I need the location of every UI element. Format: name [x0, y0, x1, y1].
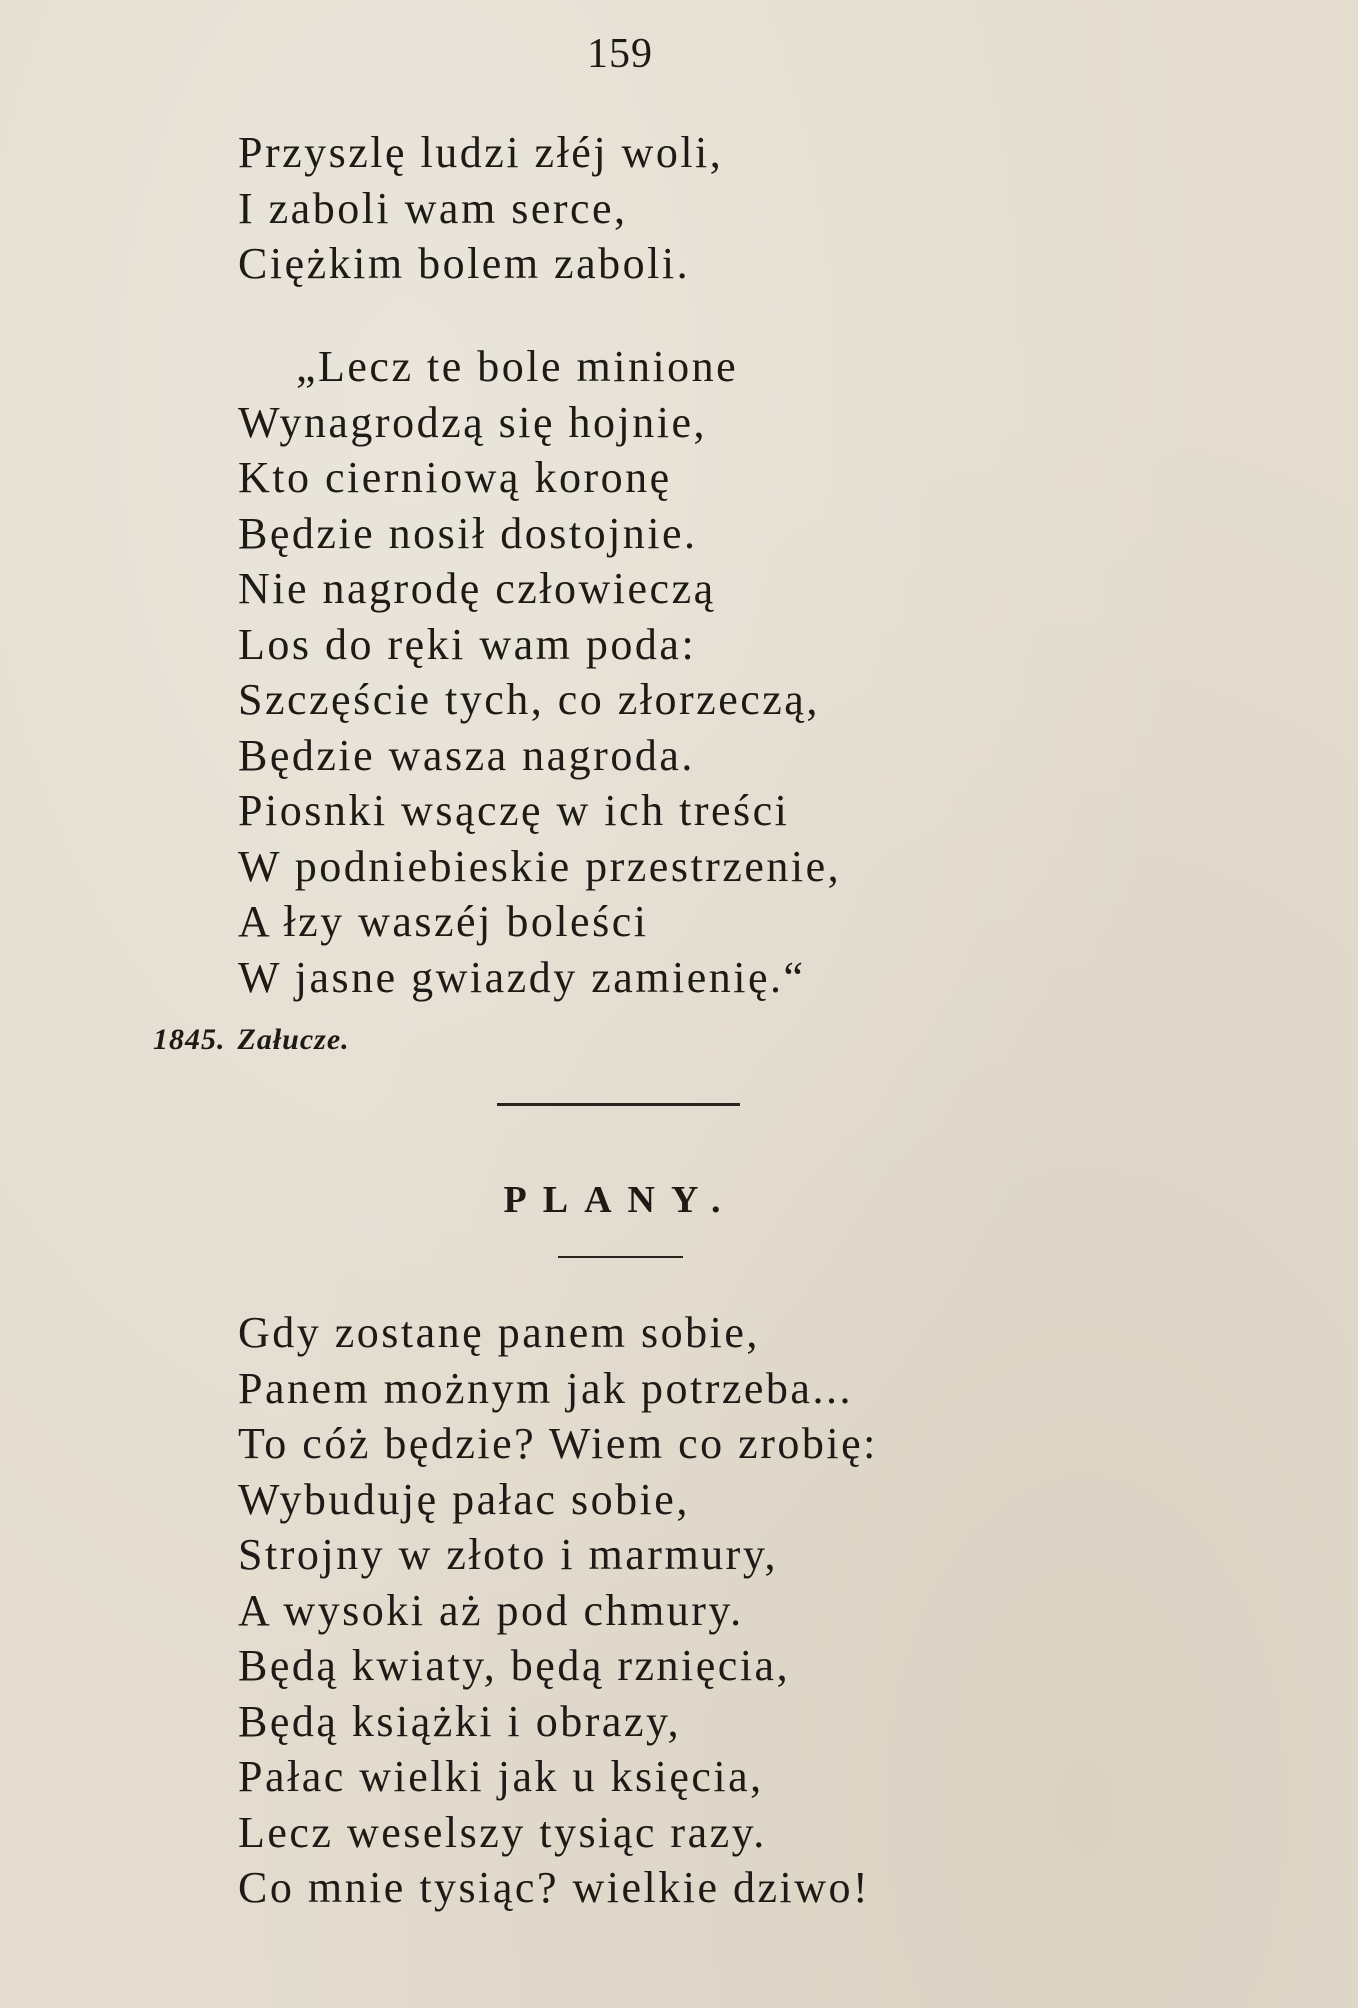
verse-line: Piosnki wsączę w ich treści [238, 786, 790, 835]
dateline-year: 1845. [153, 1023, 226, 1056]
verse-line: Nie nagrodę człowieczą [238, 564, 716, 613]
section-divider [497, 1103, 740, 1106]
verse-line: Lecz weselszy tysiąc razy. [238, 1807, 767, 1857]
verse-line: Będzie nosił dostojnie. [238, 508, 698, 558]
verse-line: To cóż będzie? Wiem co zrobię: [238, 1419, 878, 1468]
title-underline [558, 1256, 683, 1258]
stanza-quoted-speech [238, 339, 1238, 1005]
poem-dateline [153, 1023, 362, 1057]
page-number: 159 [587, 31, 653, 77]
verse-line: Przyszlę ludzi złéj woli, [238, 128, 724, 177]
verse-line: Co mnie tysiąc? wielkie dziwo! [238, 1863, 871, 1912]
verse-line: I zaboli wam serce, [238, 183, 628, 233]
poem-title: PLANY. [503, 1179, 737, 1221]
verse-line: A łzy waszéj boleści [238, 897, 649, 946]
verse-line: „Lecz te bole minione [296, 342, 739, 391]
verse-line: Ciężkim bolem zaboli. [238, 239, 691, 288]
verse-line: Szczęście tych, co złorzeczą, [238, 675, 820, 724]
verse-line: Strojny w złoto i marmury, [238, 1530, 778, 1579]
verse-line: W podniebieskie przestrzenie, [238, 841, 842, 891]
verse-line: Będą książki i obrazy, [238, 1696, 682, 1746]
verse-line: Kto cierniową koronę [238, 453, 672, 502]
verse-line: Będzie wasza nagroda. [238, 730, 695, 780]
verse-line: Wynagrodzą się hojnie, [238, 397, 707, 447]
stanza-plany [238, 1305, 1238, 1916]
verse-line: W jasne gwiazdy zamienię.“ [238, 952, 806, 1002]
verse-line: A wysoki aż pod chmury. [238, 1585, 744, 1635]
verse-line: Będą kwiaty, będą rznięcia, [238, 1641, 791, 1690]
dateline-place: Załucze. [237, 1023, 350, 1056]
verse-line: Pałac wielki jak u księcia, [238, 1752, 764, 1801]
verse-line: Wybuduję pałac sobie, [238, 1474, 690, 1524]
verse-line: Los do ręki wam poda: [238, 619, 697, 669]
verse-line: Panem możnym jak potrzeba... [238, 1363, 853, 1413]
stanza-continuation [238, 125, 1238, 292]
verse-line: Gdy zostanę panem sobie, [238, 1308, 760, 1357]
